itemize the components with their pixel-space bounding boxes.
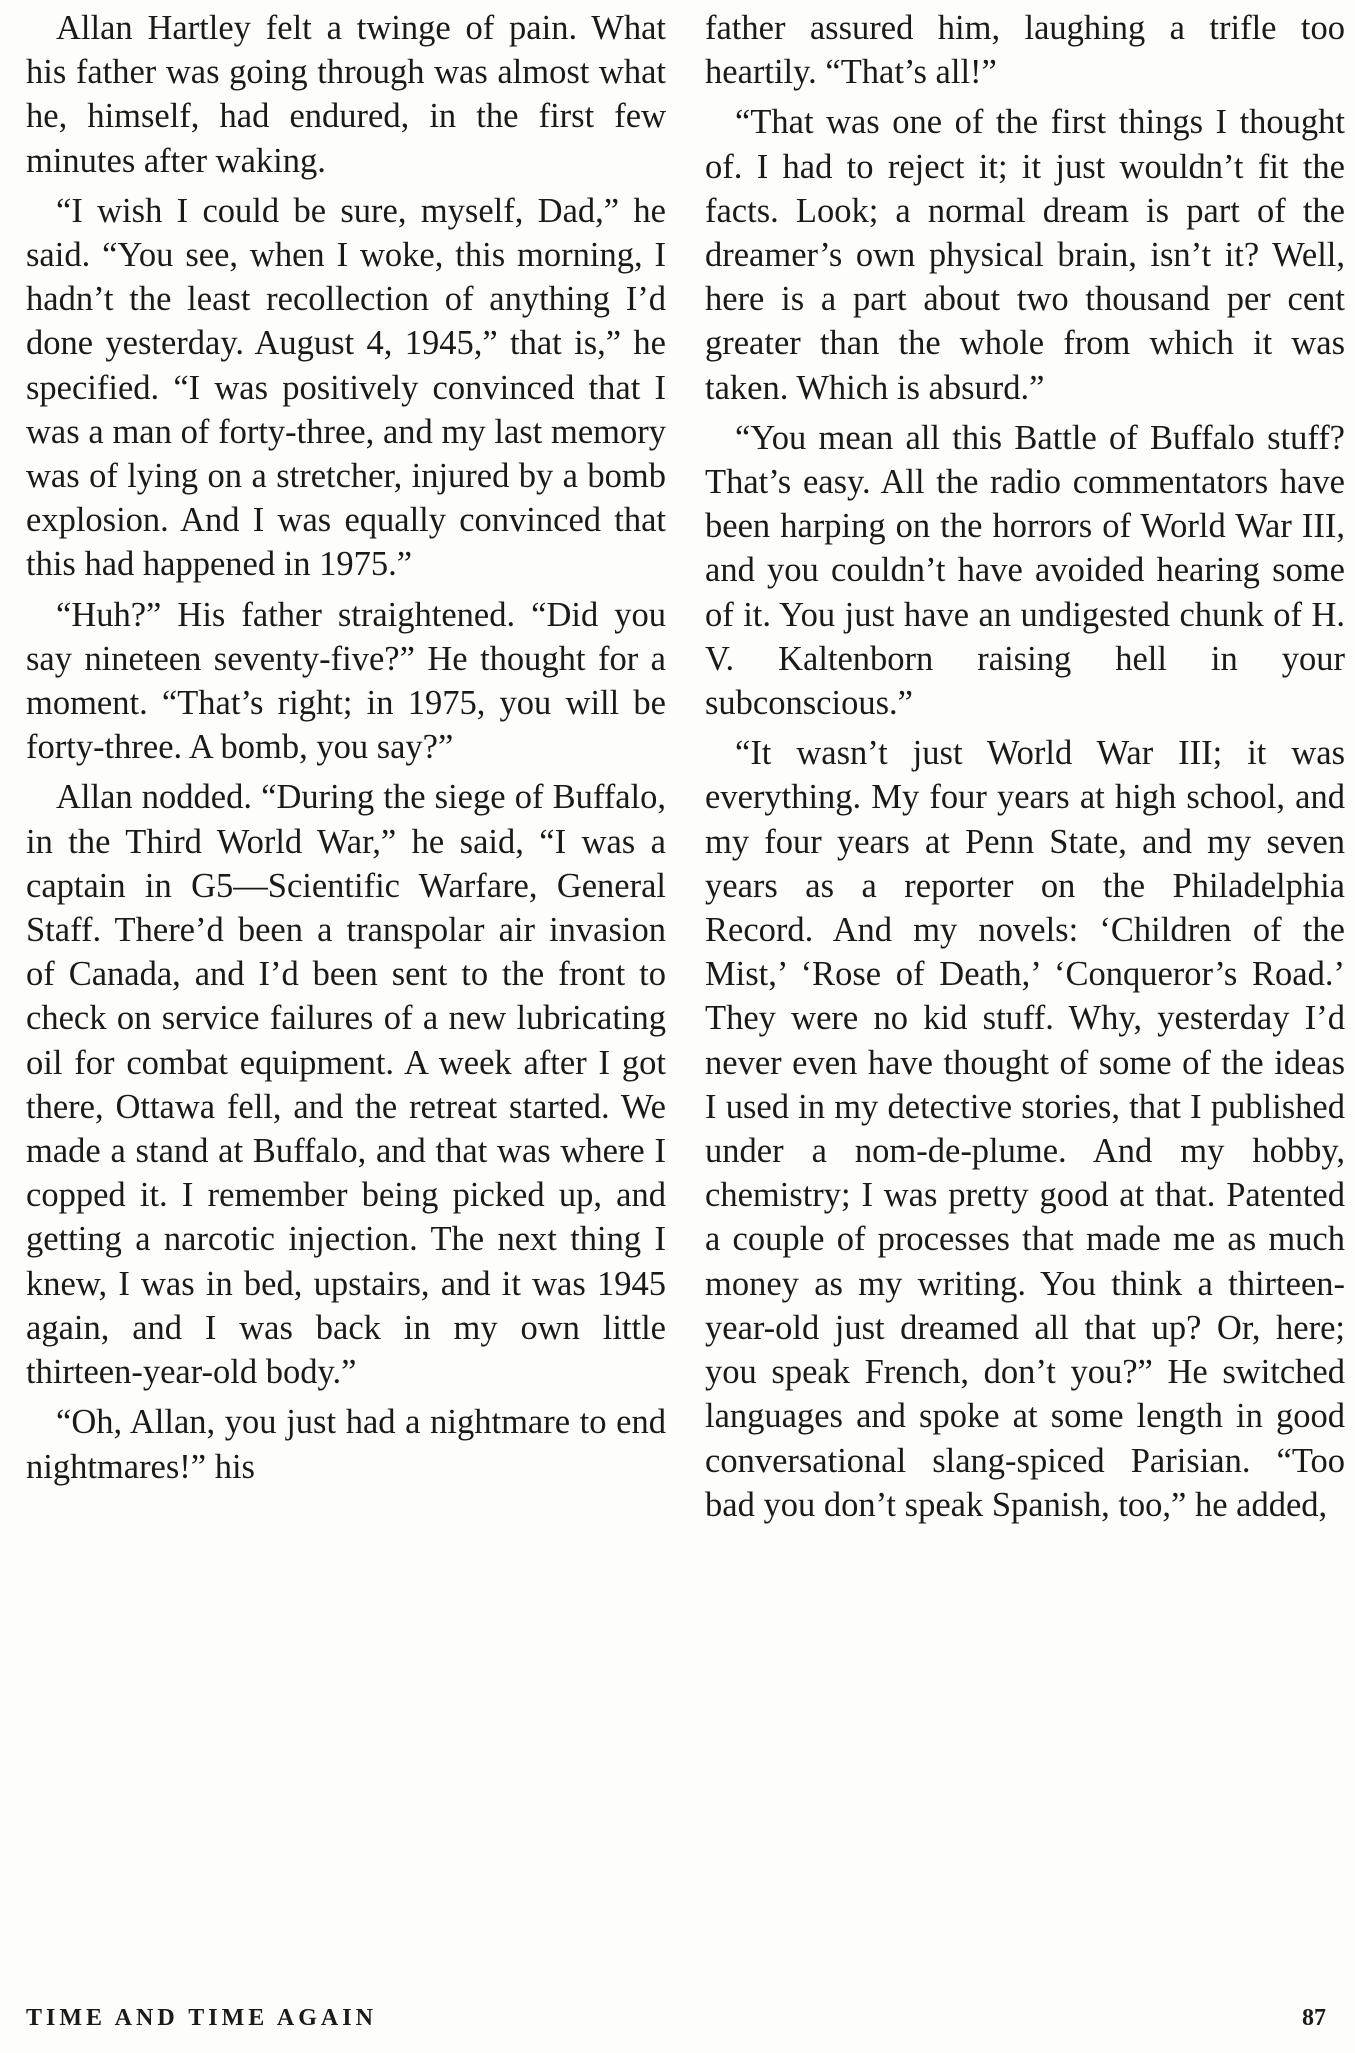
paragraph: Allan nodded. “During the siege of Buffalo, in the Third World War,” he said, “I was a captain in G5—Scientific Warfare, General Staff. There’d been a transpolar air invasion of Canada, and I’d been sent to the front to check on service failures of a new lubricating oil for combat equipment. A week after I got there, Ottawa fell, and the retreat started. We made a stand at Buffalo, and that was where I copped it. I remember being picked up, and getting a narcotic injection. The next thing I knew, I was in bed, upstairs, and it was 1945 again, and I was back in my own little thirteen-year-old body.” bbox=[26, 778, 666, 1392]
page-footer bbox=[26, 2005, 1326, 2045]
paragraph: “Oh, Allan, you just had a nightmare to end nightmares!” his bbox=[26, 1403, 666, 1486]
right-column bbox=[705, 6, 1345, 1533]
paragraph: “Huh?” His father straightened. “Did you say nineteen seventy-five?” He thought for a moment. “That’s right; in 1975, you will be forty-three. A bomb, you say?” bbox=[26, 595, 666, 767]
page-number: 87 bbox=[1302, 2005, 1326, 2031]
paragraph: father assured him, laughing a trifle too heartily. “That’s all!” bbox=[705, 9, 1345, 92]
paragraph: “It wasn’t just World War III; it was everything. My four years at high school, and my four years at Penn State, and my seven years as a reporter on the Philadelphia Record. And my novels: ‘Children of the Mist,’ ‘Rose of Death,’ ‘Conqueror’s Road.’ They were no kid stuff. Why, yesterday I’d never even have thought of some of the ideas I used in my detective stories, that I published under a nom-de-plume. And my hobby, chemistry; I was pretty good at that. Patented a couple of processes that made me as much money as my writing. You think a thirteen-year-old just dreamed all that up? Or, here; you speak French, don’t you?” He switched languages and spoke at some length in good conversational slang-spiced Parisian. “Too bad you don’t speak Spanish, too,” he added, bbox=[705, 734, 1345, 1524]
paragraph: “You mean all this Battle of Buffalo stuff? That’s easy. All the radio commentators have been harping on the horrors of World War III, and you couldn’t have avoided hearing some of it. You just have an undigested chunk of H. V. Kaltenborn raising hell in your subconscious.” bbox=[705, 418, 1345, 723]
paragraph: “That was one of the first things I thought of. I had to reject it; it just wouldn’t fit the facts. Look; a normal dream is part of the dreamer’s own physical brain, isn’t it? Well, here is a part about two thousand per cent greater than the whole from which it was taken. Which is absurd.” bbox=[705, 103, 1345, 407]
paragraph: Allan Hartley felt a twinge of pain. What his father was going through was almost what he, himself, had endured, in the first few minutes after waking. bbox=[26, 9, 666, 180]
running-head: TIME AND TIME AGAIN bbox=[26, 2005, 377, 2031]
paragraph: “I wish I could be sure, myself, Dad,” he said. “You see, when I woke, this morning, I hadn’t the least recollection of anything I’d done yesterday. August 4, 1945,” that is,” he specified. “I was positively convinced that I was a man of forty-three, and my last memory was of lying on a stretcher, injured by a bomb explosion. And I was equally convinced that this had happened in 1975.” bbox=[26, 191, 666, 584]
left-column bbox=[26, 6, 666, 1495]
